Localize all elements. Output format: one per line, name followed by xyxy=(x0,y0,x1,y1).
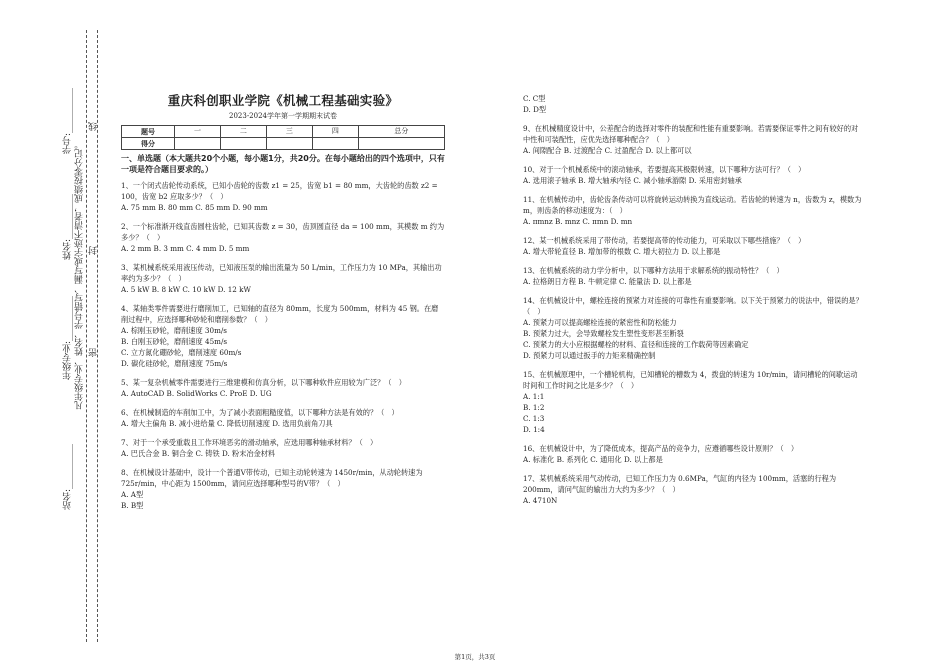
question-options: A. AutoCAD B. SolidWorks C. ProE D. UG xyxy=(121,389,272,398)
question xyxy=(121,377,445,399)
question-stem: 5、某一复杂机械零件需要进行三维建模和仿真分析，以下哪种软件应用较为广泛？（ ） xyxy=(121,378,406,387)
question-options: B. 1:2 xyxy=(523,403,545,412)
score-header-1: 一 xyxy=(175,126,221,138)
score-cell[interactable] xyxy=(220,138,266,150)
question-options: A. 预紧力可以提高螺栓连接的紧密性和防松能力 xyxy=(523,318,677,327)
binding-strip xyxy=(0,0,110,672)
question-stem: 14、在机械设计中，螺栓连接的预紧力对连接的可靠性有重要影响。以下关于预紧力的说法中，错误的是？（ ） xyxy=(523,296,863,316)
section-heading: 一、单选题（本大题共20个小题，每小题1分，共20分。在每小题给出的四个选项中，只有一项是符合题目要求的。） xyxy=(121,154,445,174)
score-header-3: 三 xyxy=(266,126,312,138)
seal-line-inner xyxy=(86,30,87,642)
question-stem: 8、在机械设计基础中，设计一个普通V带传动，已知主动轮转速为 1450r/min，从动轮转速为 725r/min，中心距为 1500mm，请问应选择哪种型号的V带？（ ） xyxy=(121,468,423,488)
question xyxy=(523,473,863,506)
question-stem: 3、某机械系统采用液压传动，已知液压泵的输出流量为 50 L/min，工作压力为 10 MPa，其输出功率约为多少？（ ） xyxy=(121,263,442,283)
question-stem: 11、在机械传动中，齿轮齿条传动可以将旋转运动转换为直线运动。若齿轮的转速为 n，齿数为 z，模数为 m，则齿条的移动速度为：（ ） xyxy=(523,195,862,215)
binding-notice: 凡年级专业、姓名、学号错写、漏写或字迹不清者，成绩按零分记。 xyxy=(75,140,85,410)
question xyxy=(121,437,445,459)
question-options: A. 选用滚子轴承 B. 增大轴承内径 C. 减小轴承游隙 D. 采用密封轴承 xyxy=(523,176,742,185)
question-options: C. 1:3 xyxy=(523,414,545,423)
question-stem: 1、一个闭式齿轮传动系统，已知小齿轮的齿数 z1 = 25，齿宽 b1 = 80 mm，大齿轮的齿数 z2 = 100，齿宽 b2 应取多少？（ ） xyxy=(121,181,438,201)
question-stem: 17、某机械系统采用气动传动，已知工作压力为 0.6MPa，气缸的内径为 100mm，活塞的行程为 200mm，请问气缸的输出力大约为多少？（ ） xyxy=(523,474,837,494)
question-options: C. 立方氮化硼砂轮，磨削速度 60m/s xyxy=(121,348,242,357)
question-options: B. 预紧力过大，会导致螺栓发生塑性变形甚至断裂 xyxy=(523,329,684,338)
question-options: A. 巴氏合金 B. 铜合金 C. 铸铁 D. 粉末冶金材料 xyxy=(121,449,276,458)
question-stem: 12、某一机械系统采用了带传动，若要提高带的传动能力，可采取以下哪些措施？（ ） xyxy=(523,236,806,245)
question-stem: 2、一个标准渐开线直齿圆柱齿轮，已知其齿数 z = 30，齿顶圆直径 da = 100 mm，其模数 m 约为多少？（ ） xyxy=(121,222,445,242)
question xyxy=(121,221,445,254)
question xyxy=(523,123,863,156)
question-stem: 9、在机械精度设计中，公差配合的选择对零件的装配和性能有重要影响。若需要保证零件之间有较好的对中性和可装配性，应优先选择哪种配合？（ ） xyxy=(523,124,859,144)
right-question-list xyxy=(523,93,863,506)
question xyxy=(121,262,445,295)
left-column xyxy=(121,95,445,519)
question-options: D. 预紧力可以通过扳手的力矩来精确控制 xyxy=(523,351,656,360)
left-question-list xyxy=(121,180,445,511)
score-cell[interactable] xyxy=(175,138,221,150)
score-header-4: 四 xyxy=(312,126,358,138)
question-stem: 6、在机械制造的车削加工中，为了减小表面粗糙度值，以下哪种方法是有效的？（ ） xyxy=(121,408,399,417)
right-column xyxy=(523,93,863,514)
score-row-label: 得分 xyxy=(122,138,175,150)
question-stem: 4、某轴类零件需要进行磨削加工，已知轴的直径为 80mm，长度为 500mm，材料为 45 钢。在磨削过程中，应选择哪种砂轮和磨削参数？（ ） xyxy=(121,304,439,324)
question xyxy=(121,467,445,511)
score-header-total: 总分 xyxy=(358,126,444,138)
question xyxy=(121,180,445,213)
score-header-2: 二 xyxy=(220,126,266,138)
question-options: A. 棕刚玉砂轮，磨削速度 30m/s xyxy=(121,326,227,335)
question xyxy=(523,443,863,465)
question-options: A. 标准化 B. 系列化 C. 通用化 D. 以上都是 xyxy=(523,455,663,464)
question-options: B. B型 xyxy=(121,501,144,510)
question xyxy=(523,265,863,287)
question-stem: 15、在机械原理中，一个槽轮机构，已知槽轮的槽数为 4，拨盘的转速为 10r/min，请问槽轮的间歇运动时间和工作时间之比是多少？（ ） xyxy=(523,370,858,390)
question xyxy=(523,369,863,435)
question-options: A. 增大主偏角 B. 减小进给量 C. 降低切削速度 D. 选用负前角刀具 xyxy=(121,419,333,428)
exam-title: 重庆科创职业学院《机械工程基础实验》 xyxy=(167,93,399,108)
question xyxy=(523,164,863,186)
question xyxy=(121,303,445,369)
score-header-label: 题号 xyxy=(122,126,175,138)
question-options: A. A型 xyxy=(121,490,144,499)
question-options: A. 4710N xyxy=(523,496,558,505)
question-stem: 10、对于一个机械系统中的滚动轴承，若要提高其极限转速，以下哪种方法可行？（ ） xyxy=(523,165,806,174)
question-options: B. 白刚玉砂轮，磨削速度 45m/s xyxy=(121,337,228,346)
question-options: C. 预紧力的大小应根据螺栓的材料、直径和连接的工作载荷等因素确定 xyxy=(523,340,749,349)
seal-mark-seal: 封 xyxy=(89,246,99,255)
question xyxy=(523,295,863,361)
question-stem: 16、在机械设计中，为了降低成本，提高产品的竞争力，应遵循哪些设计原则？（ ） xyxy=(523,444,799,453)
score-table xyxy=(121,125,445,150)
question-options: D. 碳化硅砂轮，磨削速度 75m/s xyxy=(121,359,228,368)
question-stem: 13、在机械系统的动力学分析中，以下哪种方法用于求解系统的振动特性？（ ） xyxy=(523,266,784,275)
question-options: C. C型 xyxy=(523,94,546,103)
question-options: A. 75 mm B. 80 mm C. 85 mm D. 90 mm xyxy=(121,203,268,212)
question-options: A. 1:1 xyxy=(523,392,545,401)
page-footer: 第1页，共3页 xyxy=(454,653,496,661)
question-options: A. 拉格朗日方程 B. 牛顿定律 C. 能量法 D. 以上都是 xyxy=(523,277,692,286)
seal-mark-secret: 密 xyxy=(89,348,99,357)
question-options: A. 间隙配合 B. 过渡配合 C. 过盈配合 D. 以上都可以 xyxy=(523,146,692,155)
question-options: D. D型 xyxy=(523,105,547,114)
score-cell[interactable] xyxy=(266,138,312,150)
question-stem: 7、对于一个承受重载且工作环境恶劣的滑动轴承，应选用哪种轴承材料？（ ） xyxy=(121,438,378,447)
question-options: A. 2 mm B. 3 mm C. 4 mm D. 5 mm xyxy=(121,244,250,253)
student-name-field[interactable]: 姓名:__________ xyxy=(63,193,73,260)
score-cell[interactable] xyxy=(358,138,444,150)
score-cell[interactable] xyxy=(312,138,358,150)
question-options: D. 1:4 xyxy=(523,425,545,434)
question-options: A. 5 kW B. 8 kW C. 10 kW D. 12 kW xyxy=(121,285,251,294)
question-options: A. 增大带轮直径 B. 增加带的根数 C. 增大初拉力 D. 以上都是 xyxy=(523,247,721,256)
student-id-field[interactable]: 学号:__________ xyxy=(63,87,73,154)
question xyxy=(523,235,863,257)
exam-subtitle: 2023-2024学年第一学期期末试卷 xyxy=(229,112,337,120)
seal-mark-line: 线 xyxy=(89,122,99,131)
question xyxy=(121,407,445,429)
question-options: A. πmnz B. mnz C. πmn D. mn xyxy=(523,217,633,226)
question xyxy=(523,194,863,227)
question xyxy=(523,93,863,115)
site-name-field[interactable]: 站名:__________ xyxy=(63,443,73,510)
grade-major-field[interactable]: 年级专业:__________ xyxy=(63,295,73,380)
